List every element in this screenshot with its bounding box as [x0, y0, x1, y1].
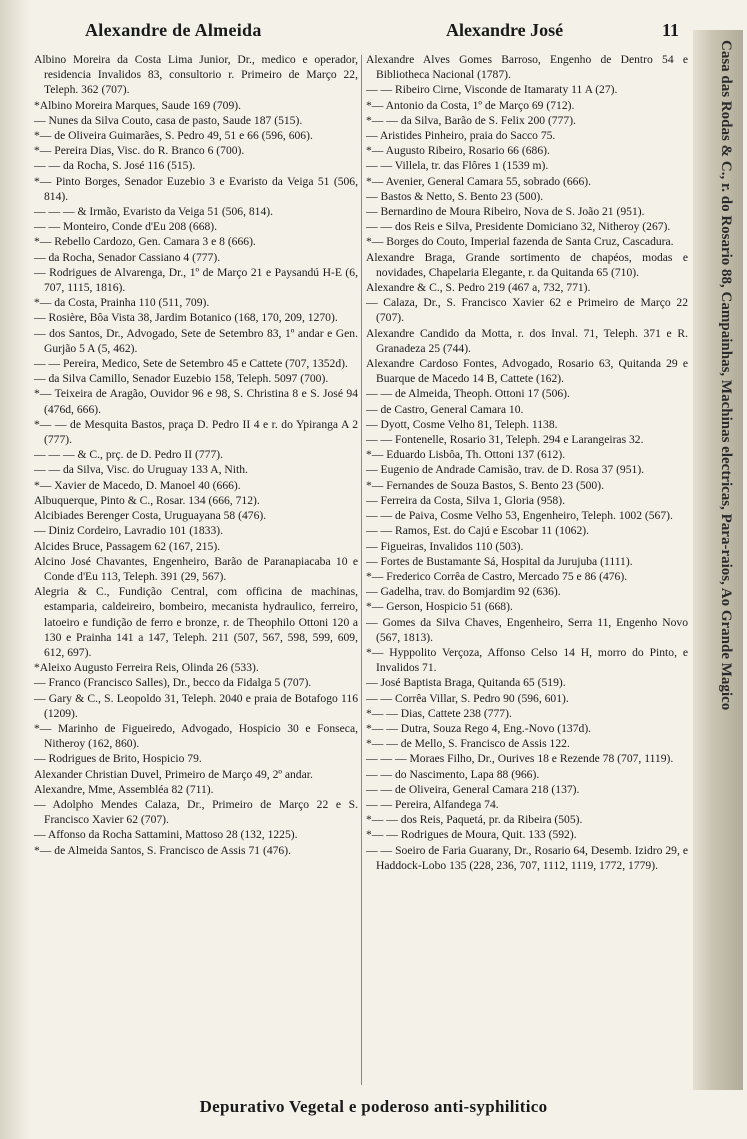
directory-entry: — Ferreira da Costa, Silva 1, Gloria (958).: [366, 493, 565, 507]
directory-entry: — — Villela, tr. das Flôres 1 (1539 m).: [366, 159, 549, 173]
column-divider: [361, 55, 362, 1085]
directory-entry: Albuquerque, Pinto & C., Rosar. 134 (666, 712).: [34, 493, 260, 507]
directory-entry: Alexandre, Mme, Assembléa 82 (711).: [34, 782, 214, 796]
directory-entry: Alexander Christian Duvel, Primeiro de Março 49, 2º andar.: [34, 767, 313, 781]
directory-entry: — — do Nascimento, Lapa 88 (966).: [366, 767, 540, 781]
directory-entry: — José Baptista Braga, Quitanda 65 (519).: [366, 676, 566, 690]
directory-entry: *— Gerson, Hospicio 51 (668).: [366, 600, 513, 614]
directory-entry: — da Silva Camillo, Senador Euzebio 158, Teleph. 5097 (700).: [34, 372, 329, 386]
directory-entry: Alcibiades Berenger Costa, Uruguayana 58 (476).: [34, 509, 267, 523]
directory-entry: — Figueiras, Invalidos 110 (503).: [366, 539, 524, 553]
directory-entry: *— da Costa, Prainha 110 (511, 709).: [34, 296, 210, 310]
directory-entry: *— Borges do Couto, Imperial fazenda de Santa Cruz, Cascadura.: [366, 235, 674, 249]
directory-entry: — — Pereira, Medico, Sete de Setembro 45 e Cattete (707, 1352d).: [34, 357, 348, 371]
directory-entry: Alexandre Alves Gomes Barroso, Engenho de Dentro 54 e Bibliotheca Nacional (1787).: [366, 53, 688, 82]
directory-entry: *— — Dias, Cattete 238 (777).: [366, 706, 512, 720]
directory-entry: *— Antonio da Costa, 1º de Março 69 (712).: [366, 98, 575, 112]
directory-entry: *— — Rodrigues de Moura, Quit. 133 (592).: [366, 828, 577, 842]
directory-entry: — Rodrigues de Alvarenga, Dr., 1º de Março 21 e Paysandú H-E (6, 707, 1115, 1816).: [34, 265, 358, 295]
directory-entry: — — Soeiro de Faria Guarany, Dr., Rosario 64, Desemb. Izidro 29, e Haddock-Lobo 135 (228, 236, 707, 1112, 1119, 1772, 1779).: [366, 843, 688, 872]
directory-entry: *— Eduardo Lisbôa, Th. Ottoni 137 (612).: [366, 448, 566, 462]
directory-entry: *— Marinho de Figueiredo, Advogado, Hospicio 30 e Fonseca, Nitheroy (162, 860).: [34, 721, 358, 751]
directory-entry: — Franco (Francisco Salles), Dr., becco da Fidalga 5 (707).: [34, 676, 312, 690]
directory-entry: — dos Santos, Dr., Advogado, Sete de Setembro 83, 1º andar e Gen. Gurjão 5 A (5, 462).: [34, 326, 358, 355]
directory-entry: *— de Oliveira Guimarães, S. Pedro 49, 51 e 66 (596, 606).: [34, 129, 313, 143]
directory-entry: *— — da Silva, Barão de S. Felix 200 (777).: [366, 113, 576, 127]
directory-entry: — — de Paiva, Cosme Velho 53, Engenheiro, Teleph. 1002 (567).: [366, 509, 673, 523]
directory-entry: — Rosière, Bôa Vista 38, Jardim Botanico (168, 170, 209, 1270).: [34, 311, 338, 325]
sidebar-advertisement-text: Casa das Rodas & C., r. do Rosario 88, Campainhas, Machinas electricas, Para-raios, Ao Grande Magico: [718, 40, 734, 711]
directory-entry: — — de Oliveira, General Camara 218 (137).: [366, 782, 580, 796]
directory-entry: Alexandre Braga, Grande sortimento de chapéos, modas e novidades, Chapelaria Elegante, r. da Quitanda 65 (710).: [366, 250, 688, 279]
directory-entry: *— Hyppolito Verçoza, Affonso Celso 14 H, morro do Pinto, e Invalidos 71.: [366, 645, 688, 675]
directory-entry: *— — dos Reis, Paquetá, pr. da Ribeira (505).: [366, 813, 583, 827]
directory-entry: — — Fontenelle, Rosario 31, Teleph. 294 e Larangeiras 32.: [366, 433, 644, 447]
directory-entry: — — — & C., prç. de D. Pedro II (777).: [34, 448, 224, 462]
directory-entry: — Eugenio de Andrade Camisão, trav. de D. Rosa 37 (951).: [366, 463, 645, 477]
directory-entry: — — dos Reis e Silva, Presidente Domiciano 32, Nitheroy (267).: [366, 220, 671, 234]
directory-entry: Alcides Bruce, Passagem 62 (167, 215).: [34, 539, 221, 553]
directory-entry: — Rodrigues de Brito, Hospicio 79.: [34, 752, 202, 766]
directory-entry: — Bastos & Netto, S. Bento 23 (500).: [366, 189, 544, 203]
directory-entry: Alcino José Chavantes, Engenheiro, Barão de Paranapiacaba 10 e Conde d'Eu 113, Teleph. 391 (29, 567).: [34, 554, 358, 583]
directory-entry: — — Ribeiro Cirne, Visconde de Itamaraty 11 A (27).: [366, 83, 618, 97]
directory-entry: *— Avenier, General Camara 55, sobrado (666).: [366, 174, 592, 188]
directory-entry: Alexandre Candido da Motta, r. dos Inval. 71, Teleph. 371 e R. Granadeza 25 (744).: [366, 326, 688, 355]
directory-entry: *— Pinto Borges, Senador Euzebio 3 e Evaristo da Veiga 51 (506, 814).: [34, 174, 358, 203]
directory-entry: *— Frederico Corrêa de Castro, Mercado 75 e 86 (476).: [366, 569, 628, 583]
directory-entry: — — da Silva, Visc. do Uruguay 133 A, Nith.: [34, 463, 248, 477]
directory-entry: — — Ramos, Est. do Cajú e Escobar 11 (1062).: [366, 524, 590, 538]
directory-entry: — — — Moraes Filho, Dr., Ourives 18 e Rezende 78 (707, 1119).: [366, 752, 674, 766]
directory-entry: Alexandre & C., S. Pedro 219 (467 a, 732, 771).: [366, 281, 591, 295]
directory-entry: — — Pereira, Alfandega 74.: [366, 797, 499, 811]
directory-entry: *— Fernandes de Souza Bastos, S. Bento 23 (500).: [366, 478, 604, 492]
directory-entry: *— — Dutra, Souza Rego 4, Eng.-Novo (137d).: [366, 721, 592, 735]
directory-entry: — — da Rocha, S. José 116 (515).: [34, 159, 196, 173]
right-column: [366, 52, 688, 873]
directory-entry: *— de Almeida Santos, S. Francisco de Assis 71 (476).: [34, 843, 291, 857]
directory-entry: — Gomes da Silva Chaves, Engenheiro, Serra 11, Engenho Novo (567, 1813).: [366, 615, 688, 644]
header-right-guide-word: Alexandre José: [446, 20, 564, 40]
directory-entry: — Affonso da Rocha Sattamini, Mattoso 28 (132, 1225).: [34, 828, 298, 842]
directory-entry: *— Teixeira de Aragão, Ouvidor 96 e 98, S. Christina 8 e S. José 94 (476d, 666).: [34, 387, 358, 416]
footer-advertisement: Depurativo Vegetal e poderoso anti-syphilitico: [199, 1097, 548, 1116]
directory-entry: — Nunes da Silva Couto, casa de pasto, Saude 187 (515).: [34, 113, 303, 127]
directory-entry: *— Rebello Cardozo, Gen. Camara 3 e 8 (666).: [34, 235, 256, 249]
directory-entry: *— — de Mello, S. Francisco de Assis 122.: [366, 737, 570, 751]
directory-entry: — Diniz Cordeiro, Lavradio 101 (1833).: [34, 524, 223, 538]
directory-entry: Alegria & C., Fundição Central, com officina de machinas, estamparia, caldeireiro, bombeiro, mecanista hydraulico, ferreiro, latoeiro e fundição de ferro e bronze, r. de Theophilo Ottoni 120 a 130 e Prainha 141 a 147, Teleph. 211 (507, 567, 598, 599, 609, 612, 697).: [34, 585, 358, 659]
directory-entry: — Calaza, Dr., S. Francisco Xavier 62 e Primeiro de Março 22 (707).: [366, 296, 688, 325]
directory-entry: — Dyott, Cosme Velho 81, Teleph. 1138.: [366, 417, 558, 431]
directory-entry: — — de Almeida, Theoph. Ottoni 17 (506).: [366, 387, 570, 401]
directory-entry: — Gadelha, trav. do Bomjardim 92 (636).: [366, 585, 561, 599]
scan-edge: [0, 0, 30, 1139]
directory-entry: — Adolpho Mendes Calaza, Dr., Primeiro de Março 22 e S. Francisco Xavier 62 (707).: [34, 797, 358, 827]
left-column: [34, 52, 358, 858]
directory-entry: — de Castro, General Camara 10.: [366, 402, 524, 416]
directory-entry: *— Augusto Ribeiro, Rosario 66 (686).: [366, 144, 550, 158]
directory-entry: — Bernardino de Moura Ribeiro, Nova de S. João 21 (951).: [366, 205, 645, 219]
directory-entry: — da Rocha, Senador Cassiano 4 (777).: [34, 250, 221, 264]
directory-entry: — — — & Irmão, Evaristo da Veiga 51 (506, 814).: [34, 205, 274, 219]
directory-entry: — — Corrêa Villar, S. Pedro 90 (596, 601).: [366, 691, 569, 705]
directory-entry: Alexandre Cardoso Fontes, Advogado, Rosario 63, Quitanda 29 e Buarque de Macedo 14 B, Cattete (162).: [366, 357, 688, 386]
directory-entry: *— — de Mesquita Bastos, praça D. Pedro II 4 e r. do Ypiranga A 2 (777).: [34, 417, 358, 447]
directory-entry: — Gary & C., S. Leopoldo 31, Teleph. 2040 e praia de Botafogo 116 (1209).: [34, 691, 358, 720]
directory-entry: *Aleixo Augusto Ferreira Reis, Olinda 26 (533).: [34, 661, 259, 675]
directory-entry: — — Monteiro, Conde d'Eu 208 (668).: [34, 220, 218, 234]
header-left-guide-word: Alexandre de Almeida: [85, 20, 262, 40]
directory-entry: *— Pereira Dias, Visc. do R. Branco 6 (700).: [34, 144, 245, 158]
directory-entry: *Albino Moreira Marques, Saude 169 (709).: [34, 98, 242, 112]
directory-entry: — Aristides Pinheiro, praia do Sacco 75.: [366, 129, 556, 143]
directory-entry: *— Xavier de Macedo, D. Manoel 40 (666).: [34, 478, 241, 492]
directory-entry: Albino Moreira da Costa Lima Junior, Dr., medico e operador, residencia Invalidos 83, consultorio r. Primeiro de Março 22, Teleph. 362 (707).: [34, 53, 358, 97]
page-number: 11: [662, 20, 680, 40]
directory-entry: — Fortes de Bustamante Sá, Hospital da Jurujuba (1111).: [366, 554, 633, 568]
